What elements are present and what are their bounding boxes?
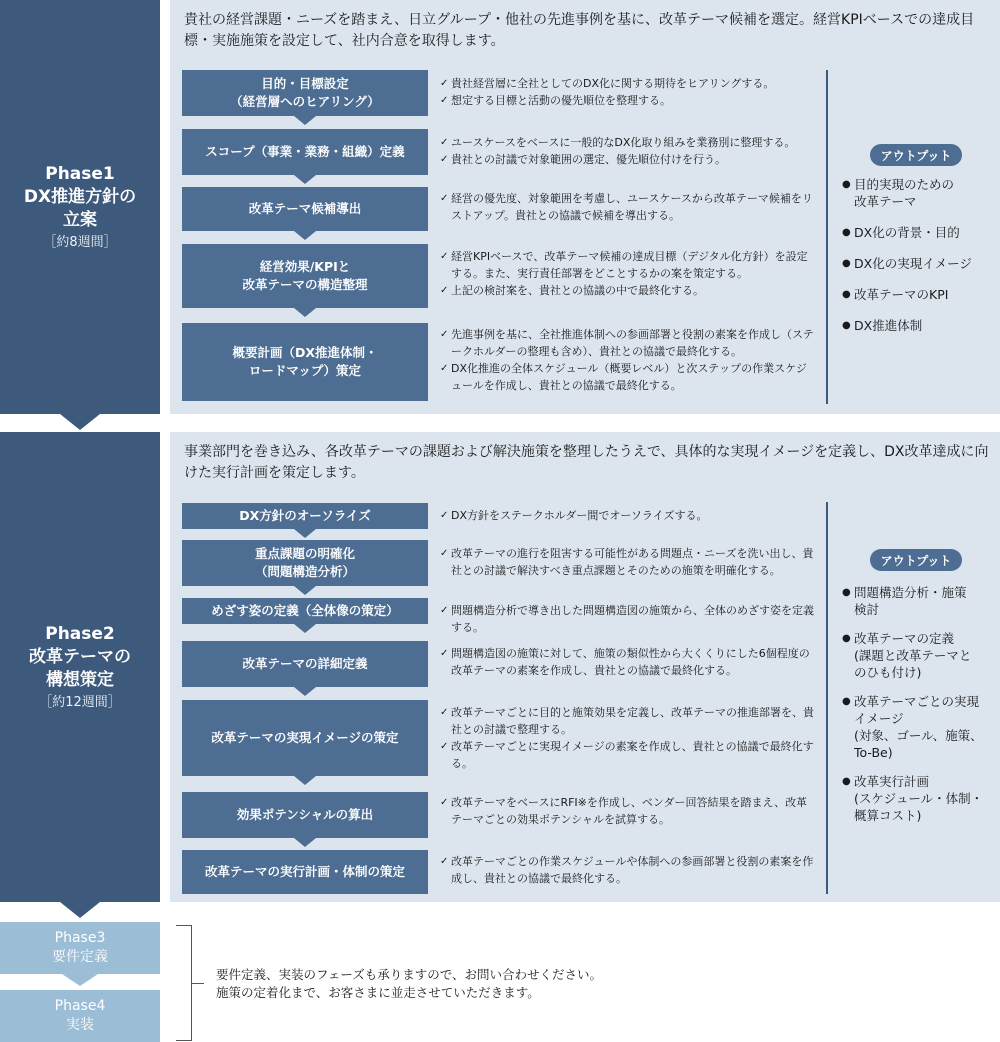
phase1-step-arrow-icon bbox=[294, 308, 316, 317]
note-line-1: 要件定義、実装のフェーズも承りますので、お問い合わせください。 bbox=[216, 967, 603, 982]
phase2-step-2: 重点課題の明確化 （問題構造分析） bbox=[182, 540, 428, 586]
phase2-step-4: 改革テーマの詳細定義 bbox=[182, 641, 428, 687]
bullet-icon: ● bbox=[842, 633, 851, 644]
phase2-output-item: ● 問題構造分析・施策 検討 bbox=[842, 585, 967, 617]
phase1-step-arrow-icon bbox=[294, 175, 316, 184]
phase2-step-arrow-icon bbox=[294, 586, 316, 595]
phase1-duration: ［約8週間］ bbox=[43, 234, 117, 250]
phase2-down-arrow-icon bbox=[60, 902, 100, 918]
phase1-step-5-desc: ✓ 先進事例を基に、全社推進体制への参画部署と役割の素案を作成し（ステークホルダーの整理も含め）、貴社との協議で最終化する。 ✓ DX化推進の全体スケジュール（概要レベル）と次ステップの作業スケジュールを作成し、貴社との協議で最終化する。 bbox=[440, 328, 814, 392]
check-icon: ✓ bbox=[440, 95, 449, 106]
phase2-step-7: 改革テーマの実行計画・体制の策定 bbox=[182, 850, 428, 894]
check-icon: ✓ bbox=[440, 363, 449, 374]
note-line-2: 施策の定着化まで、お客さまに並走させていただきます。 bbox=[216, 985, 540, 1000]
bullet-icon: ● bbox=[842, 776, 851, 787]
phase3-down-arrow-icon bbox=[62, 974, 98, 986]
bullet-icon: ● bbox=[842, 179, 851, 190]
check-icon: ✓ bbox=[440, 856, 449, 867]
check-icon: ✓ bbox=[440, 741, 449, 752]
phase1-panel bbox=[170, 0, 1000, 414]
phase1-step-1: 目的・目標設定 （経営層へのヒアリング） bbox=[182, 70, 428, 116]
phase2-step-4-desc: ✓ 問題構造図の施策に対して、施策の類似性から大くくりにした6個程度の改革テーマの素案を作成し、貴社との協議で最終化する。 bbox=[440, 647, 810, 677]
check-icon: ✓ bbox=[440, 137, 449, 148]
check-icon: ✓ bbox=[440, 193, 449, 204]
bullet-icon: ● bbox=[842, 227, 851, 238]
phase3-4-bracket bbox=[176, 925, 192, 1041]
phase2-step-2-desc: ✓ 改革テーマの進行を阻害する可能性がある問題点・ニーズを洗い出し、貴社との討議で解決すべき重点課題とそのための施策を明確化する。 bbox=[440, 547, 814, 577]
phase2-title: Phase2 改革テーマの 構想策定 bbox=[29, 623, 131, 690]
phase2-step-6: 効果ポテンシャルの算出 bbox=[182, 792, 428, 838]
phase2-step-7-desc: ✓ 改革テーマごとの作業スケジュールや体制への参画部署と役割の素案を作成し、貴社との協議で最終化する。 bbox=[440, 855, 814, 885]
phase2-step-3: めざす姿の定義（全体像の策定） bbox=[182, 598, 428, 624]
check-icon: ✓ bbox=[440, 251, 449, 262]
phase2-output-badge: アウトプット bbox=[870, 549, 962, 571]
check-icon: ✓ bbox=[440, 285, 449, 296]
phase2-step-1-desc: ✓ DX方針をステークホルダー間でオーソライズする。 bbox=[440, 509, 708, 522]
bullet-icon: ● bbox=[842, 320, 851, 331]
phase2-step-6-desc: ✓ 改革テーマをベースにRFI※を作成し、ベンダー回答結果を踏まえ、改革テーマごとの効果ポテンシャルを試算する。 bbox=[440, 796, 808, 826]
phase2-output-item: ● 改革テーマの定義 (課題と改革テーマと のひも付け) bbox=[842, 631, 972, 680]
phase1-step-arrow-icon bbox=[294, 231, 316, 240]
phase1-output-divider bbox=[826, 70, 828, 404]
phase2-duration: ［約12週間］ bbox=[39, 694, 121, 710]
phase1-output-item: ● DX推進体制 bbox=[842, 318, 923, 333]
check-icon: ✓ bbox=[440, 797, 449, 808]
phase2-panel bbox=[170, 432, 1000, 902]
check-icon: ✓ bbox=[440, 78, 449, 89]
phase2-step-1: DX方針のオーソライズ bbox=[182, 503, 428, 529]
phase1-step-5: 概要計画（DX推進体制・ ロードマップ）策定 bbox=[182, 323, 428, 401]
phase1-intro: 貴社の経営課題・ニーズを踏まえ、日立グループ・他社の先進事例を基に、改革テーマ候補を選定。経営KPIベースでの達成目標・実施施策を設定して、社内合意を取得します。 bbox=[184, 12, 975, 49]
phase1-step-2-desc: ✓ ユースケースをベースに一般的なDX化取り組みを業務別に整理する。 ✓ 貴社との討議で対象範囲の選定、優先順位付けを行う。 bbox=[440, 136, 796, 166]
phase4-box: Phase4 実装 bbox=[0, 990, 160, 1042]
phase1-output-item: ● DX化の背景・目的 bbox=[842, 225, 960, 240]
check-icon: ✓ bbox=[440, 605, 449, 616]
check-icon: ✓ bbox=[440, 548, 449, 559]
phase1-step-4-desc: ✓ 経営KPIベースで、改革テーマ候補の達成目標（デジタル化方針）を設定する。また、実行責任部署をどことするかの案を策定する。 ✓ 上記の検討案を、貴社との協議の中で最終化する。 bbox=[440, 250, 808, 297]
bullet-icon: ● bbox=[842, 289, 851, 300]
phase1-down-arrow-icon bbox=[60, 414, 100, 430]
bracket-tick bbox=[192, 983, 204, 984]
phase2-output-item: ● 改革実行計画 (スケジュール・体制・ 概算コスト) bbox=[842, 774, 984, 823]
phase2-column bbox=[0, 432, 160, 902]
phase1-step-3-desc: ✓ 経営の優先度、対象範囲を考慮し、ユースケースから改革テーマ候補をリストアップ。貴社との協議で候補を導出する。 bbox=[440, 192, 813, 222]
phase1-output-list bbox=[842, 176, 992, 334]
phase2-output-item: ● 改革テーマごとの実現 イメージ (対象、ゴール、施策、 To-Be) bbox=[842, 694, 983, 760]
phase1-output-item: ● 改革テーマのKPI bbox=[842, 287, 949, 302]
bullet-icon: ● bbox=[842, 258, 851, 269]
phase1-step-1-desc: ✓ 貴社経営層に全社としてのDX化に関する期待をヒアリングする。 ✓ 想定する目標と活動の優先順位を整理する。 bbox=[440, 77, 775, 107]
phase2-step-arrow-icon bbox=[294, 776, 316, 785]
phase2-step-3-desc: ✓ 問題構造分析で導き出した問題構造図の施策から、全体のめざす姿を定義する。 bbox=[440, 604, 814, 634]
phase2-step-5-desc: ✓ 改革テーマごとに目的と施策効果を定義し、改革テーマの推進部署を、貴社との討議で整理する。 ✓ 改革テーマごとに実現イメージの素案を作成し、貴社との協議で最終化する。 bbox=[440, 706, 814, 770]
phase1-output-badge: アウトプット bbox=[870, 144, 962, 166]
phase1-step-4: 経営効果/KPIと 改革テーマの構造整理 bbox=[182, 244, 428, 308]
phase2-step-arrow-icon bbox=[294, 624, 316, 633]
phase2-step-5: 改革テーマの実現イメージの策定 bbox=[182, 700, 428, 776]
phase1-step-3: 改革テーマ候補導出 bbox=[182, 187, 428, 231]
bullet-icon: ● bbox=[842, 696, 851, 707]
phase2-step-arrow-icon bbox=[294, 838, 316, 847]
phase1-step-2: スコープ（事業・業務・組織）定義 bbox=[182, 129, 428, 175]
phase1-output-item: ● 目的実現のための 改革テーマ bbox=[842, 177, 955, 209]
check-icon: ✓ bbox=[440, 707, 449, 718]
phase1-column bbox=[0, 0, 160, 414]
phase2-step-arrow-icon bbox=[294, 687, 316, 696]
phase2-intro: 事業部門を巻き込み、各改革テーマの課題および解決施策を整理したうえで、具体的な実現イメージを定義し、DX改革達成に向けた実行計画を策定します。 bbox=[184, 444, 989, 481]
phase3-4-note bbox=[216, 966, 602, 1002]
phase1-title: Phase1 DX推進方針の 立案 bbox=[23, 163, 137, 230]
phase2-output-list bbox=[842, 584, 992, 824]
check-icon: ✓ bbox=[440, 154, 449, 165]
phase3-box: Phase3 要件定義 bbox=[0, 922, 160, 974]
phase2-output-divider bbox=[826, 502, 828, 894]
check-icon: ✓ bbox=[440, 510, 449, 521]
bullet-icon: ● bbox=[842, 587, 851, 598]
phase2-step-arrow-icon bbox=[294, 529, 316, 538]
check-icon: ✓ bbox=[440, 648, 449, 659]
phase1-output-item: ● DX化の実現イメージ bbox=[842, 256, 972, 271]
check-icon: ✓ bbox=[440, 329, 449, 340]
phase1-step-arrow-icon bbox=[294, 116, 316, 125]
